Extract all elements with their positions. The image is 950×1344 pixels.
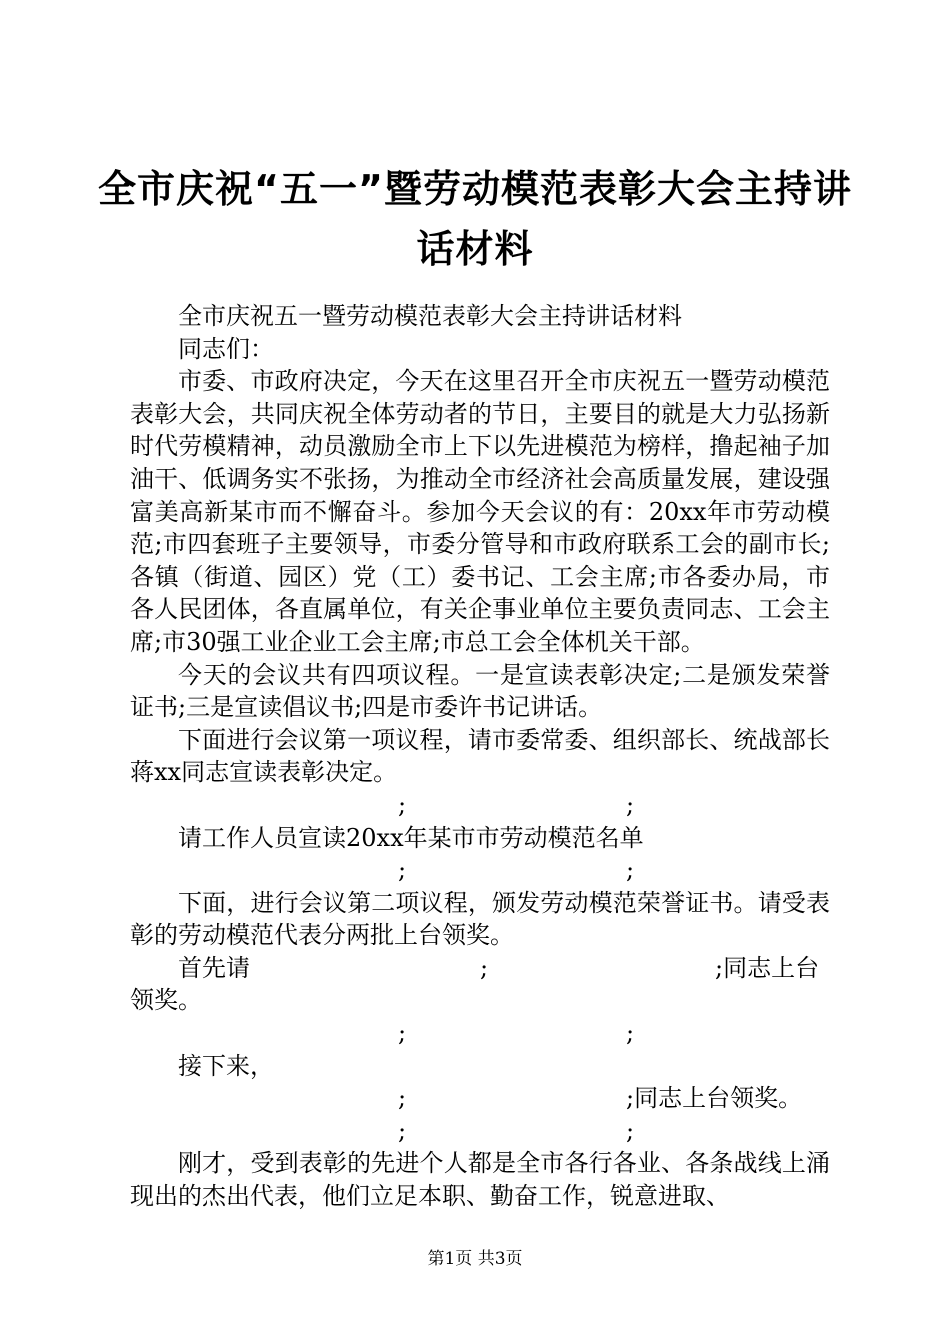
paragraph-first-item: 下面进行会议第一项议程，请市委常委、组织部长、统战部长蒋xx同志宣读表彰决定。 — [130, 725, 830, 787]
award-line-second — [130, 1082, 830, 1115]
page-footer: 第1页 共3页 — [427, 1249, 523, 1269]
paragraph-salutation: 同志们： — [178, 334, 274, 363]
paragraph-subtitle: 全市庆祝五一暨劳动模范表彰大会主持讲话材料 — [178, 302, 682, 330]
award-line-first — [130, 952, 830, 985]
semicolon: ; — [398, 1116, 407, 1145]
document-title-line2: 话材料 — [416, 227, 534, 271]
paragraph-agenda: 今天的会议共有四项议程。一是宣读表彰决定;二是颁发荣誉证书;三是宣读倡议书;四是市委许书记讲话。 — [130, 660, 830, 722]
blank-line — [130, 789, 830, 822]
paragraph-second-item: 下面，进行会议第二项议程，颁发劳动模范荣誉证书。请受表彰的劳动模范代表分两批上台领奖。 — [130, 888, 830, 950]
semicolon: ; — [398, 1019, 407, 1048]
blank-line — [130, 1017, 830, 1050]
blank-line — [130, 854, 830, 887]
semicolon: ; — [398, 1084, 407, 1113]
award-line-first-cont — [130, 984, 830, 1017]
award-first-tail: 领奖。 — [130, 986, 202, 1015]
blank-line — [130, 1115, 830, 1148]
document-title-line1: 全市庆祝“五一”暨劳动模范表彰大会主持讲 — [98, 167, 852, 211]
semicolon: ; — [626, 1116, 635, 1145]
semicolon: ; — [480, 953, 489, 982]
paragraph-closing: 刚才，受到表彰的先进个人都是全市各行各业、各条战线上涌现出的杰出代表，他们立足本职、勤奋工作，锐意进取、 — [130, 1149, 830, 1211]
award-second-suffix: ;同志上台领奖。 — [626, 1084, 803, 1113]
paragraph-intro: 市委、市政府决定，今天在这里召开全市庆祝五一暨劳动模范表彰大会，共同庆祝全体劳动者的节日，主要目的就是大力弘扬新时代劳模精神，动员激励全市上下以先进模范为榜样，撸起袖子加油干、低调务实不张扬，为推动全市经济社会高质量发展，建设强富美高新某市而不懈奋斗。参加今天会议的有：20xx年市劳动模范;市四套班子主要领导，市委分管导和市政府联系工会的副市长;各镇（街道、园区）党（工）委书记、工会主席;市各委办局，市各人民团体，各直属单位，有关企事业单位主要负责同志、工会主席;市30强工业企业工会主席;市总工会全体机关干部。 — [130, 367, 830, 656]
paragraph-next: 接下来， — [178, 1051, 274, 1080]
semicolon: ; — [626, 1019, 635, 1048]
semicolon: ; — [626, 790, 635, 819]
semicolon: ; — [398, 856, 407, 885]
document-body — [130, 300, 830, 1213]
semicolon: ; — [626, 856, 635, 885]
award-first-suffix: ;同志上台 — [715, 953, 820, 982]
award-first-label: 首先请 — [178, 953, 250, 982]
paragraph-name-list: 请工作人员宣读20xx年某市市劳动模范名单 — [178, 823, 644, 852]
semicolon: ; — [398, 790, 407, 819]
